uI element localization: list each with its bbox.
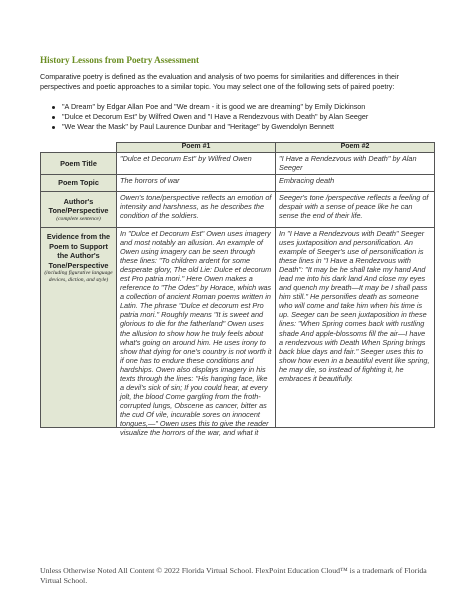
table-header-row xyxy=(41,143,435,153)
assessment-table xyxy=(40,142,435,438)
copyright-footer: Unless Otherwise Noted All Content © 2022 Florida Virtual School. FlexPoint Education Cloud™ is a trademark of Florida Virtual School. xyxy=(40,566,427,586)
list-item: "A Dream" by Edgar Allan Poe and "We dream - it is good we are dreaming" by Emily Dickinson xyxy=(52,102,452,112)
evidence-label: Evidence from the Poem to Support the Author's Tone/Perspective xyxy=(46,232,111,270)
table-row xyxy=(41,228,435,428)
row-label-title: Poem Title xyxy=(41,153,117,175)
list-item: "Dulce et Decorum Est" by Wilfred Owen and "I Have a Rendezvous with Death" by Alan Seeger xyxy=(52,112,452,122)
poem2-title: "I Have a Rendezvous with Death" by Alan Seeger xyxy=(279,154,417,173)
row-label-tone xyxy=(41,192,117,228)
poem2-evidence-cell xyxy=(276,228,435,428)
row-label-topic: Poem Topic xyxy=(41,175,117,192)
list-item: "We Wear the Mask" by Paul Laurence Dunbar and "Heritage" by Gwendolyn Bennett xyxy=(52,122,452,132)
poem2-title-cell xyxy=(276,153,435,175)
poem1-title-cell xyxy=(117,153,276,175)
header-empty xyxy=(41,143,117,153)
header-poem-1: Poem #1 xyxy=(117,143,276,153)
table-row xyxy=(41,192,435,228)
poem1-topic-cell xyxy=(117,175,276,192)
evidence-sublabel: (including figurative language devices, diction, and style) xyxy=(44,270,113,283)
poem1-evidence-cell xyxy=(117,228,276,438)
intro-paragraph: Comparative poetry is defined as the evaluation and analysis of two poems for similarities and differences in their perspectives and poetic approaches to a similar topic. You may select one of the following sets of paired poetry: xyxy=(40,72,400,92)
poem1-evidence: In "Dulce et Decorum Est" Owen uses imagery and most notably an allusion. An example of Owen using imagery can be seen through these lines: "To children ardent for some desperate glory, The old Lie: Dulce et decorum est Pro patria mori." Here Owen makes a reference to "The Odes" by Horace, which was a collection of ancient Roman poems written in Latin. The phrase "Dulce et decorum est Pro patria mori." Roughly means "It is sweet and glorious to die for the fatherland" Owen uses the allusion to show how he truly feels about what's going on around him. He uses irony to show that dying for one's country is not worth it if one has to endure these conditions and hardships. Owen also displays imagery in his texts through the lines: "His hanging face, like a devil's sick of sin; If you could hear, at every jolt, the blood Come gargling from the froth-corrupted lungs, Obscene as cancer, bitter as the cud Of vile, incurable sores on innocent tongues,—" Owen uses this to give the reader visualize the horrors of the war, and what it xyxy=(120,229,272,438)
poem1-title: "Dulce et Decorum Est" by Wilfred Owen xyxy=(120,154,252,163)
poem2-tone-cell xyxy=(276,192,435,228)
table-row xyxy=(41,153,435,175)
table-row xyxy=(41,175,435,192)
document-title: History Lessons from Poetry Assessment xyxy=(40,55,200,65)
poem1-topic: The horrors of war xyxy=(120,176,180,185)
tone-sublabel: (complete sentence) xyxy=(56,215,101,222)
row-label-evidence xyxy=(41,228,117,428)
poem-pairs-list xyxy=(52,102,452,132)
poem2-tone: Seeger's tone /perspective reflects a feeling of despair with a sense of peace like he can sense the end of their life. xyxy=(279,193,429,221)
header-poem-2: Poem #2 xyxy=(276,143,435,153)
poem2-evidence: In "I Have a Rendezvous with Death" Seeger uses juxtaposition and personification. An example of Seeger's use of personification is these lines in "I Have a Rendezvous with Death": "It may be he shall take my hand And lead me into his dark land And close my eyes and quench my breath—It may be I shall pass him still." He personifies death as someone who will come and take him when his time is up. Seeger can be seen juxtaposition in these lines: "When Spring comes back with rustling shade And apple-blossoms fill the air—I have a rendezvous with Death When Spring brings back blue days and fair." Seeger uses this to show how even in a beautiful event like spring, he may die, so instead of fighting it, he embraces it beautifully. xyxy=(279,229,430,383)
poem1-tone: Owen's tone/perspective reflects an emotion of intensity and harshness, as he describes the condition of the soldiers. xyxy=(120,193,272,221)
poem2-topic-cell xyxy=(276,175,435,192)
poem2-topic: Embracing death xyxy=(279,176,335,185)
poem1-tone-cell xyxy=(117,192,276,228)
tone-label: Author's Tone/Perspective xyxy=(48,196,109,215)
